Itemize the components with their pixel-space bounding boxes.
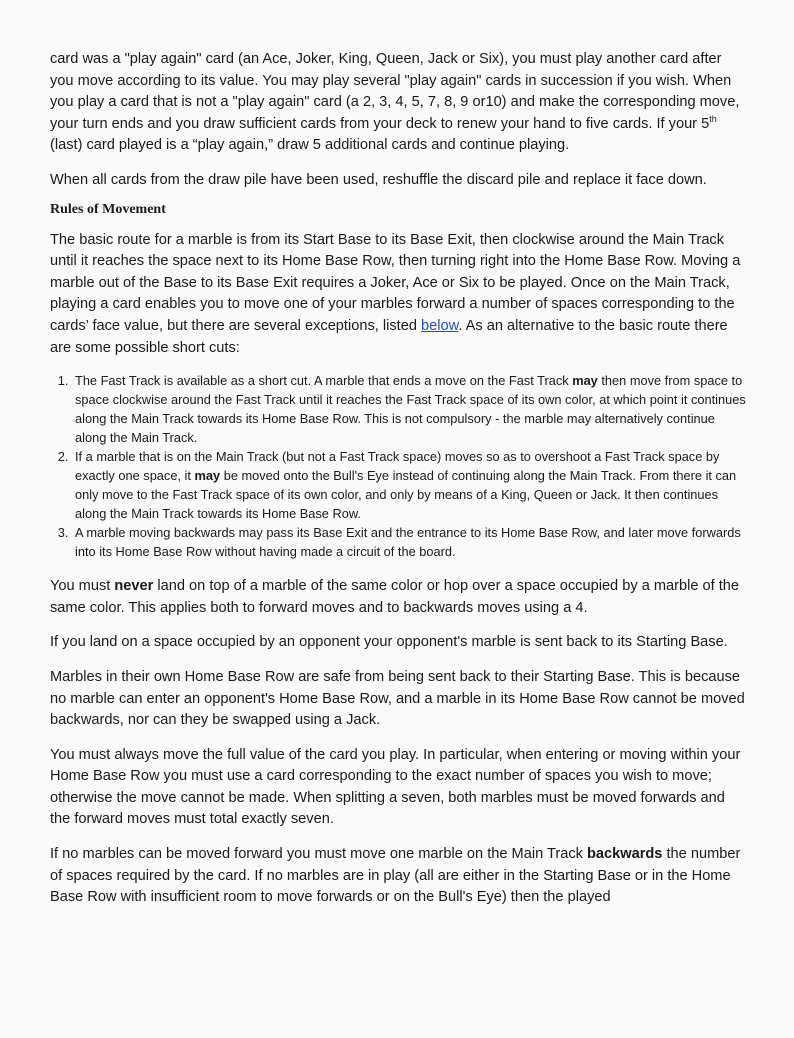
list-item-bulls-eye: 2. If a marble that is on the Main Track (but not a Fast Track space) moves so as to overshoot a Fast Track space by exactly one space, it may be moved onto the Bull's Eye instead of continuing along the Main Track. From there it can only move to the Fast Track space of its own color, and only by means of a King, Queen or Jack. It then continues along the Main Track towards its Home Base Row. xyxy=(72,447,748,523)
section-heading-rules-of-movement: Rules of Movement xyxy=(50,201,166,217)
paragraph-never-land: You must never land on top of a marble of the same color or hop over a space occupied by a marble of the same color. This applies both to forward moves and to backwards moves using a 4. xyxy=(50,578,740,616)
paragraph-opponent-sent-back: If you land on a space occupied by an opponent your opponent's marble is sent back to its Starting Base. xyxy=(50,634,728,651)
paragraph-reshuffle: When all cards from the draw pile have been used, reshuffle the discard pile and replace it face down. xyxy=(50,171,707,188)
paragraph-basic-route: The basic route for a marble is from its Start Base to its Base Exit, then clockwise around the Main Track until it reaches the space next to its Home Base Row, then turning right into the Home Base Row. Moving a marble out of the Base to its Base Exit requires a Joker, Ace or Six to be played. Once on the Main Track, playing a card enables you to move one of your marbles forward a number of spaces corresponding to the cards’ face value, but there are several exceptions, listed below. As an alternative to the basic route there are some possible short cuts: xyxy=(50,231,741,356)
paragraph-backwards-move: If no marbles can be moved forward you must move one marble on the Main Track backwards the number of spaces required by the card. If no marbles are in play (all are either in the Starting Base or in the Home Base Row with insufficient room to move forwards or on the Bull's Eye) then the played xyxy=(50,846,741,906)
shortcut-list xyxy=(50,371,748,561)
paragraph-play-again: card was a "play again" card (an Ace, Joker, King, Queen, Jack or Six), you must play another card after you move according to its value. You may play several "play again" cards in succession if you wish. When you play a card that is not a "play again" card (a 2, 3, 4, 5, 7, 8, 9 or10) and make the corresponding move, your turn ends and you draw sufficient cards from your deck to renew your hand to five cards. If your 5th (last) card played is a “play again,” draw 5 additional cards and continue playing. xyxy=(50,51,740,154)
list-item-fast-track: 1. The Fast Track is available as a short cut. A marble that ends a move on the Fast Track may then move from space to space clockwise around the Fast Track until it reaches the Fast Track space of its own color, at which point it continues along the Main Track towards its Home Base Row. This is not compulsory - the marble may alternatively continue along the Main Track. xyxy=(72,371,748,447)
list-item-backwards: 3. A marble moving backwards may pass its Base Exit and the entrance to its Home Base Row, and later move forwards into its Home Base Row without having made a circuit of the board. xyxy=(72,523,748,561)
paragraph-home-base-safe: Marbles in their own Home Base Row are safe from being sent back to their Starting Base. This is because no marble can enter an opponent's Home Base Row, and a marble in its Home Base Row cannot be moved backwards, nor can they be swapped using a Jack. xyxy=(50,668,745,729)
paragraph-full-value: You must always move the full value of the card you play. In particular, when entering or moving within your Home Base Row you must use a card corresponding to the exact number of spaces you wish to move; otherwise the move cannot be made. When splitting a seven, both marbles must be moved forwards and the forward moves must total exactly seven. xyxy=(50,746,741,828)
below-link[interactable]: below xyxy=(421,317,459,334)
